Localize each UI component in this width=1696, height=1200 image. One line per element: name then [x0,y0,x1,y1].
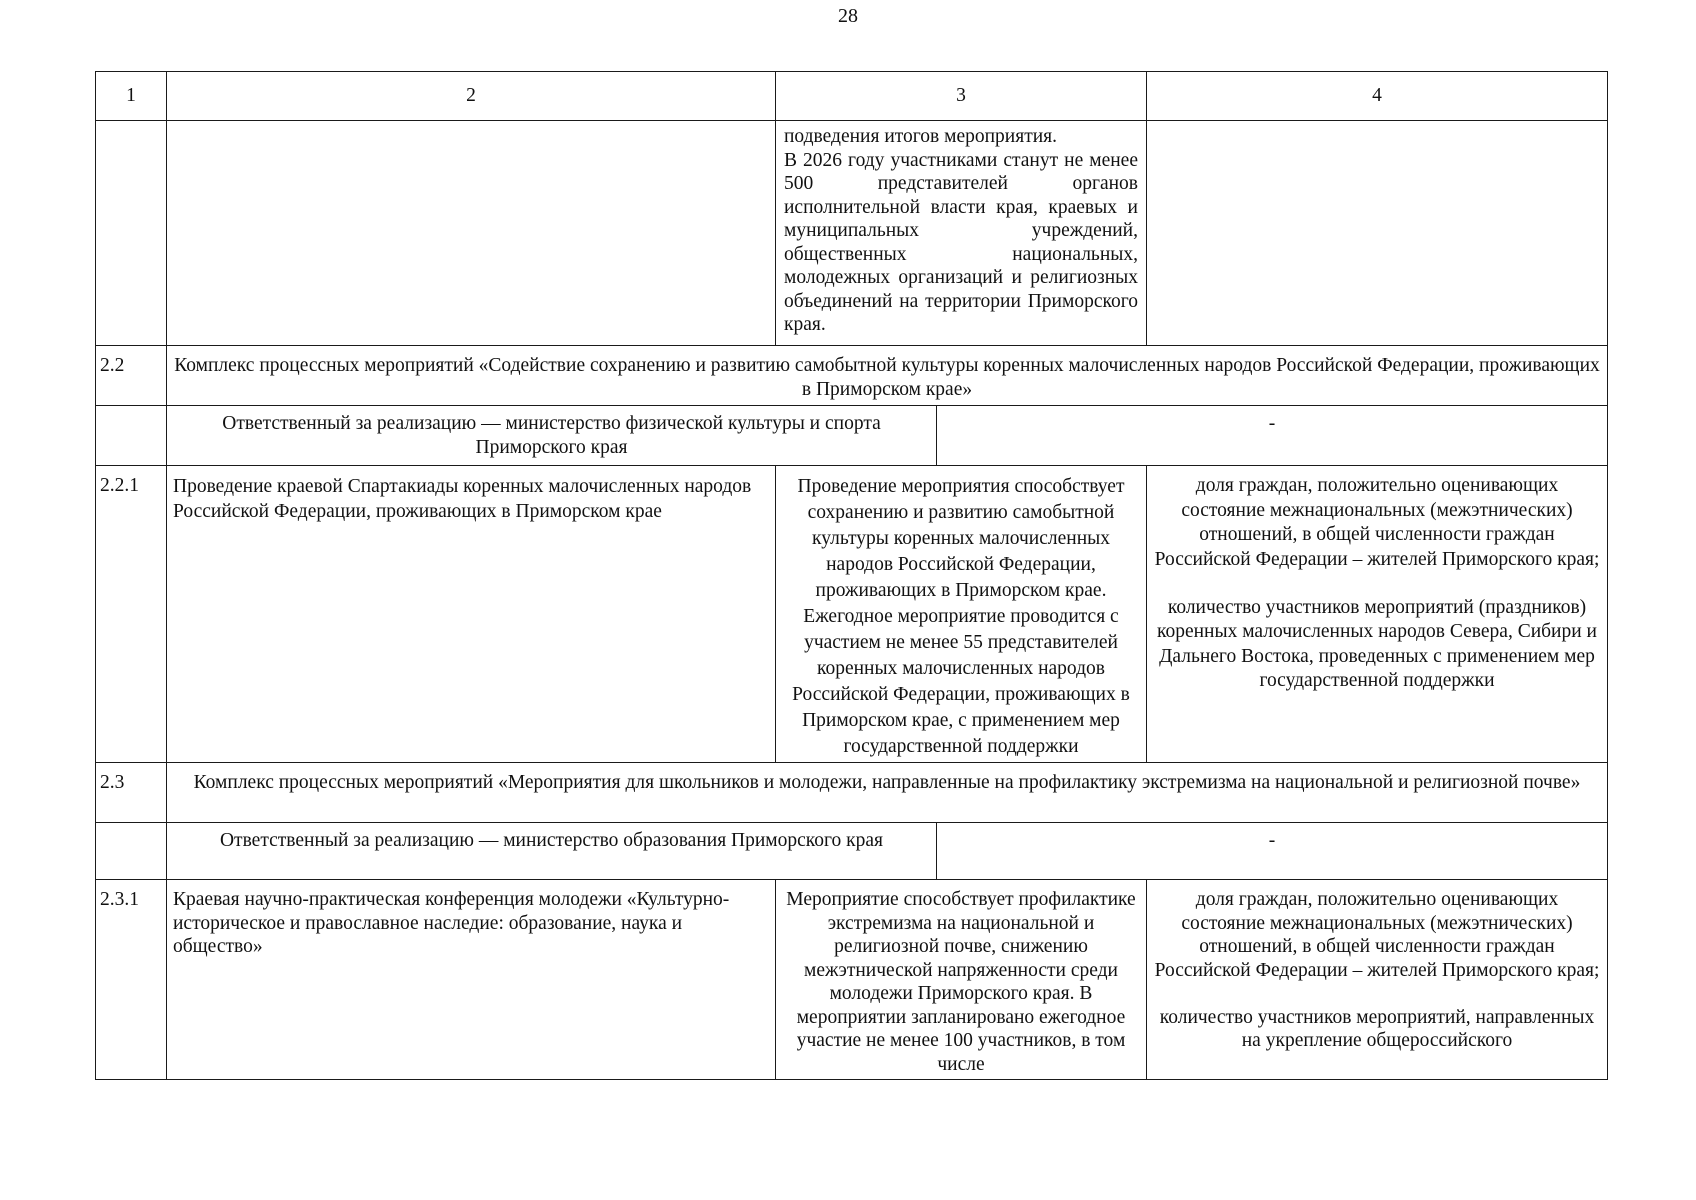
item-2-2-1-indicators [1147,466,1608,763]
item-2-3-1-number: 2.3.1 [96,880,167,1080]
header-col-3: 3 [776,72,1147,121]
page-number: 28 [838,5,858,27]
item-2-3-1-indicators [1147,880,1608,1080]
item-2-2-1-indicator-1: доля граждан, положительно оценивающих состояние межнациональных (межэтнических) отношений, в общей численности граждан Российской Федерации – жителей Приморского края; [1154,475,1600,570]
header-col-2: 2 [167,72,776,121]
continuation-indicator-cell [1147,121,1608,346]
header-col-4: 4 [1147,72,1608,121]
program-table [95,71,1608,1080]
section-2-3-row [96,763,1608,823]
section-2-2-row [96,346,1608,406]
item-2-3-1-indicator-1: доля граждан, положительно оценивающих состояние межнациональных (межэтнических) отношений, в общей численности граждан Российской Федерации – жителей Приморского края; [1154,889,1600,981]
header-col-1: 1 [96,72,167,121]
continuation-number-cell [96,121,167,346]
item-2-3-1-description: Мероприятие способствует профилактике экстремизма на национальной и религиозной почве, снижению межэтнической напряженности среди молодежи Приморского края. В мероприятии запланировано ежегодное участие не менее 100 участников, в том числе [776,880,1147,1080]
section-2-3-responsible-row [96,823,1608,880]
continuation-name-cell [167,121,776,346]
item-2-3-1-indicator-2: количество участников мероприятий, направленных на укрепление общероссийского [1159,1006,1595,1051]
section-2-2-responsible-empty [96,406,167,466]
section-2-2-responsible-value: - [937,406,1608,466]
section-2-2-number: 2.2 [96,346,167,406]
item-2-2-1-row [96,466,1608,763]
item-2-2-1-indicator-2: количество участников мероприятий (праздников) коренных малочисленных народов Севера, Сибири и Дальнего Востока, проведенных с применением мер государственной поддержки [1156,596,1597,691]
continuation-row [96,121,1608,346]
section-2-2-responsible: Ответственный за реализацию — министерство физической культуры и спорта Приморского края [167,406,937,466]
section-2-3-number: 2.3 [96,763,167,823]
section-2-3-responsible-empty [96,823,167,880]
table-header-row [96,72,1608,121]
section-2-2-responsible-row [96,406,1608,466]
section-2-3-responsible: Ответственный за реализацию — министерство образования Приморского края [167,823,937,880]
item-2-3-1-name: Краевая научно-практическая конференция молодежи «Культурно-историческое и православное наследие: образование, наука и общество» [167,880,776,1080]
item-2-2-1-number: 2.2.1 [96,466,167,763]
item-2-3-1-row [96,880,1608,1080]
section-2-3-responsible-value: - [937,823,1608,880]
item-2-2-1-description: Проведение мероприятия способствует сохранению и развитию самобытной культуры коренных малочисленных народов Российской Федерации, проживающих в Приморском крае. Ежегодное мероприятие проводится с участием не менее 55 представителей коренных малочисленных народов Российской Федерации, проживающих в Приморском крае, с применением мер государственной поддержки [776,466,1147,763]
section-2-2-title: Комплекс процессных мероприятий «Содействие сохранению и развитию самобытной культуры коренных малочисленных народов Российской Федерации, проживающих в Приморском крае» [167,346,1608,406]
continuation-description: подведения итогов мероприятия. В 2026 году участниками станут не менее 500 представителей органов исполнительной власти края, краевых и муниципальных учреждений, общественных национальных, молодежных организаций и религиозных объединений на территории Приморского края. [776,121,1147,346]
item-2-2-1-name: Проведение краевой Спартакиады коренных малочисленных народов Российской Федерации, проживающих в Приморском крае [167,466,776,763]
section-2-3-title: Комплекс процессных мероприятий «Мероприятия для школьников и молодежи, направленные на профилактику экстремизма на национальной и религиозной почве» [167,763,1608,823]
